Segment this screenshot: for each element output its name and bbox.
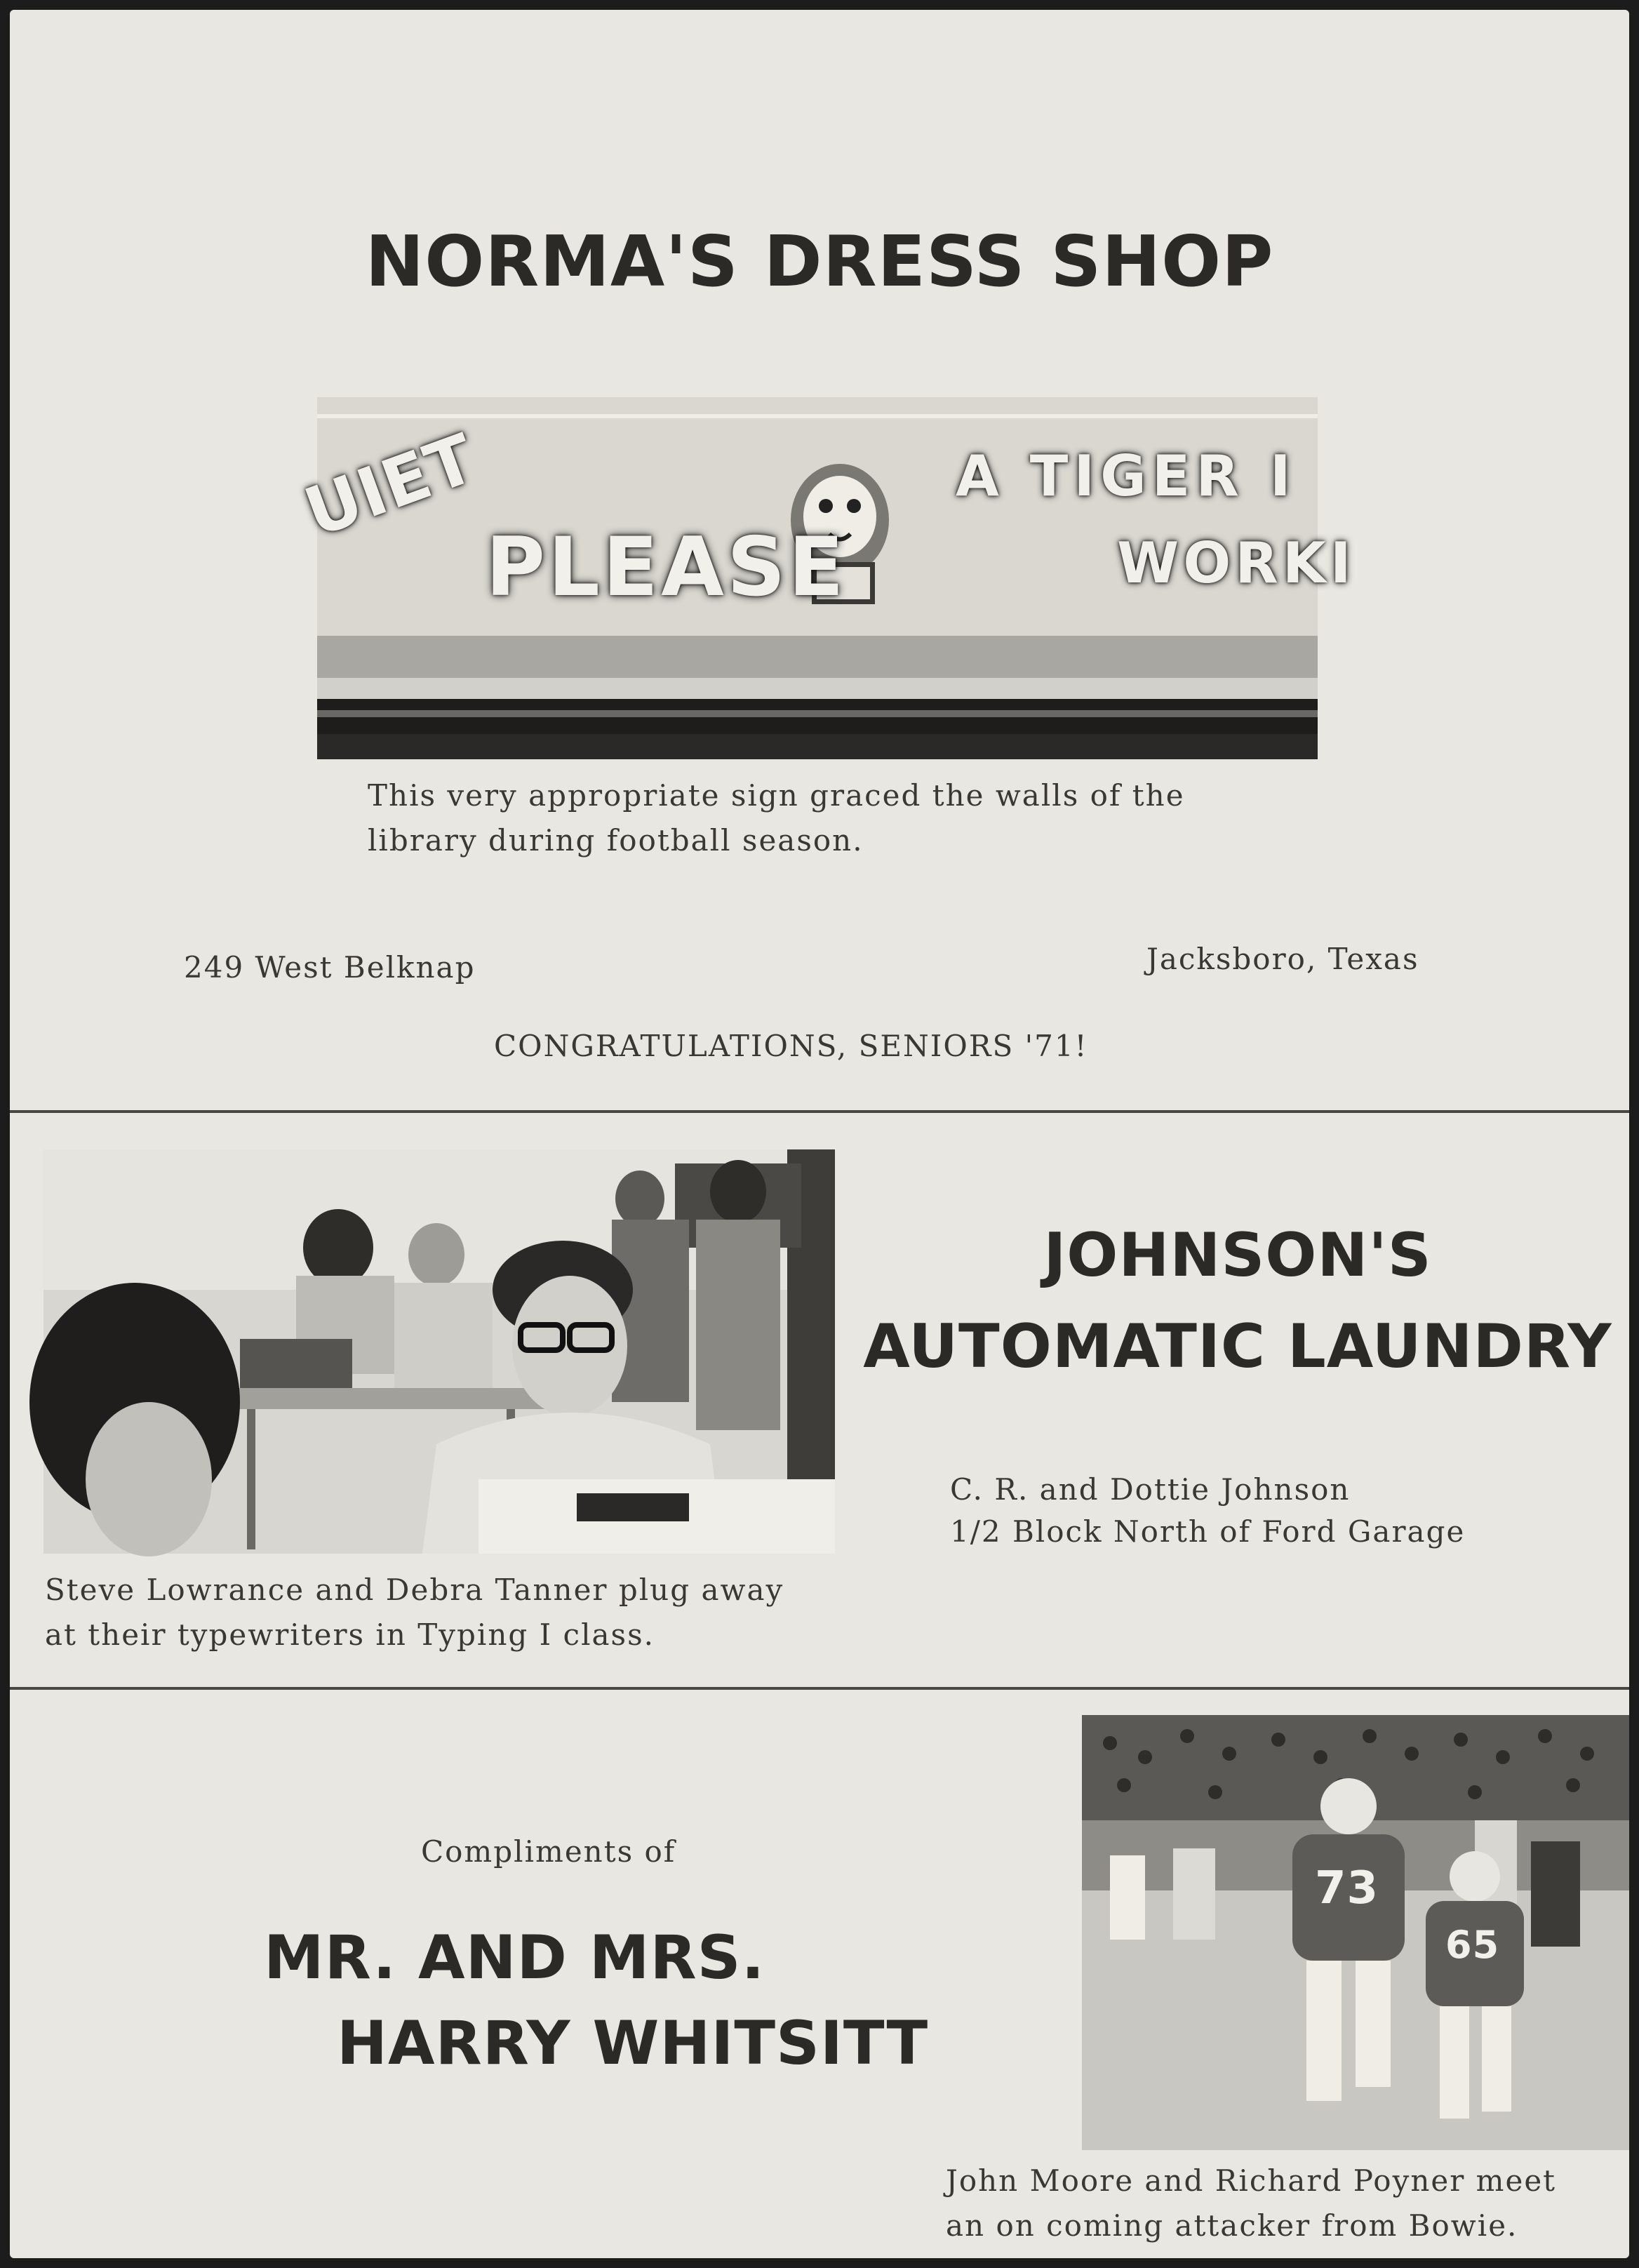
ad1-title: NORMA'S DRESS SHOP	[365, 220, 1274, 302]
caption-line: Steve Lowrance and Debra Tanner plug away	[45, 1573, 784, 1607]
shop-city: Jacksboro, Texas	[1146, 942, 1419, 976]
ad2-title-line: AUTOMATIC LAUNDRY	[863, 1312, 1612, 1382]
section-divider	[10, 1687, 1629, 1690]
shop-address: 249 West Belknap	[184, 950, 476, 985]
compliments-intro: Compliments of	[421, 1834, 676, 1869]
football-graphic	[1082, 1715, 1629, 2150]
caption-line: at their typewriters in Typing I class.	[45, 1617, 655, 1652]
jersey-number-65: 65	[1445, 1923, 1500, 1967]
jersey-number-73: 73	[1315, 1862, 1379, 1914]
library-sign-caption	[368, 773, 1185, 863]
football-photo	[1082, 1715, 1629, 2150]
football-caption	[946, 2159, 1556, 2248]
caption-line: This very appropriate sign graced the walls of the	[368, 778, 1185, 813]
ad2-title	[852, 1210, 1624, 1392]
laundry-owners: C. R. and Dottie Johnson	[950, 1472, 1351, 1507]
ad3-title-line-2: HARRY WHITSITT	[337, 2008, 929, 2079]
sign-text-tiger: A TIGER I	[956, 443, 1297, 509]
caption-line: library during football season.	[368, 823, 864, 858]
congratulations-tagline: CONGRATULATIONS, SENIORS '71!	[494, 1029, 1088, 1063]
caption-line: an on coming attacker from Bowie.	[946, 2208, 1518, 2243]
ad2-title-line: JOHNSON'S	[1043, 1220, 1432, 1290]
typing-class-graphic	[44, 1149, 835, 1554]
typing-class-caption	[45, 1568, 784, 1657]
section-divider	[10, 1110, 1629, 1113]
sign-text-quiet: UIET	[295, 418, 486, 553]
laundry-location: 1/2 Block North of Ford Garage	[950, 1514, 1466, 1549]
library-sign-photo	[295, 397, 1356, 759]
sign-text-please: PLEASE	[486, 520, 847, 615]
yearbook-page	[10, 10, 1629, 2258]
typing-class-photo	[44, 1149, 835, 1554]
ad3-title-line-1: MR. AND MRS.	[264, 1923, 765, 1993]
sign-text-working: WORKI	[1117, 531, 1356, 596]
caption-line: John Moore and Richard Poyner meet	[946, 2163, 1557, 2198]
